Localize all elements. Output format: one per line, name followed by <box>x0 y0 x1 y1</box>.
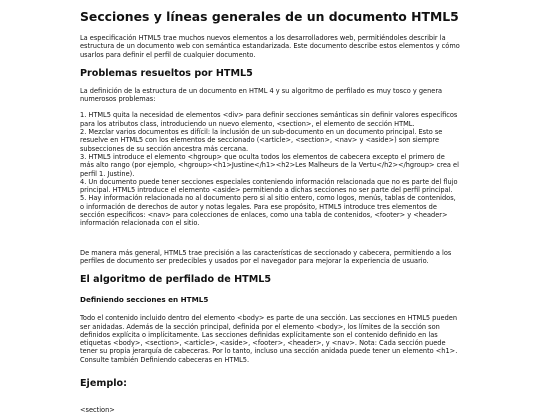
page-title: Secciones y líneas generales de un documento HTML5 <box>80 9 459 24</box>
list-item: 1. HTML5 quita la necesidad de elementos <div> para definir secciones semánticas sin definir valores específicos para los atributos class, introduciendo un nuevo elemento, <section>, el elemento de sección HTML. <box>80 111 458 128</box>
problems-list <box>80 111 460 227</box>
list-item: 5. Hay información relacionada no al documento pero si al sitio entero, como logos, menús, tablas de contenidos, o información de derechos de autor y notas legales. Para ese propósito, HTML5 introduce tres elementos de sección específicos: <nav> para colecciones de enlaces, como una tabla de contenidos, <footer> y <header> información relacionada con el sitio. <box>80 194 456 228</box>
intro-paragraph: La especificación HTML5 trae muchos nuevos elementos a los desarrolladores web, permitiéndoles describir la estructura de un documento web con semántica estandarizada. Este documento describe estos elementos y cómo usarlos para definir el perfil de cualquier documento. <box>80 34 460 59</box>
section-heading-problems: Problemas resueltos por HTML5 <box>80 67 253 79</box>
sections-paragraph: Todo el contenido incluido dentro del elemento <body> es parte de una sección. Las secciones en HTML5 pueden ser anidadas. Además de la sección principal, definida por el elemento <body>, los límites de la sección son definidos explícita o implícitamente. Las secciones definidas explícitamente son el contenido definido en las etiquetas <body>, <section>, <article>, <aside>, <footer>, <header>, y <nav>. Nota: Cada sección puede tener su propia jerarquía de cabeceras. Por lo tanto, incluso una sección anidada puede tener un elemento <h1>. Consulte también Definiendo cabeceras en HTML5. <box>80 314 458 364</box>
list-item: 3. HTML5 introduce el elemento <hgroup> que oculta todos los elementos de cabecera excepto el primero de más alto rango (por ejemplo, <hgroup><h1>Justine</h1><h2>Les Malheurs de la Vertu</h2></hgroup> crea el perfil 1. Justine). <box>80 152 459 178</box>
problems-paragraph: La definición de la estructura de un documento en HTML 4 y su algoritmo de perfilado es muy tosco y genera numerosos problemas: <box>80 86 443 104</box>
subheading-defining-sections: Definiendo secciones en HTML5 <box>80 295 209 305</box>
list-item: 2. Mezclar varios documentos es difícil: la inclusión de un sub-documento en un documento principal. Esto se resuelve en HTML5 con los elementos de seccionado (<article>, <section>, <nav> y <aside>) son siempre subsecciones de su sección ancestra más cercana. <box>80 128 443 153</box>
general-paragraph: De manera más general, HTML5 trae precisión a las características de seccionado y cabecera, permitiendo a los perfiles de documento ser predecibles y usados por el navegador para mejorar la experiencia de usuario. <box>80 248 452 265</box>
example-code: <section> <box>80 406 115 414</box>
example-heading: Ejemplo: <box>80 378 127 390</box>
list-item: 4. Un documento puede tener secciones especiales conteniendo información relacionada que no es parte del flujo principal. HTML5 introduce el elemento <aside> permitiendo a dichas secciones no ser parte del perfil principal. <box>80 177 458 195</box>
section-heading-algorithm: El algoritmo de perfilado de HTML5 <box>80 274 272 286</box>
document-page <box>0 9 540 414</box>
